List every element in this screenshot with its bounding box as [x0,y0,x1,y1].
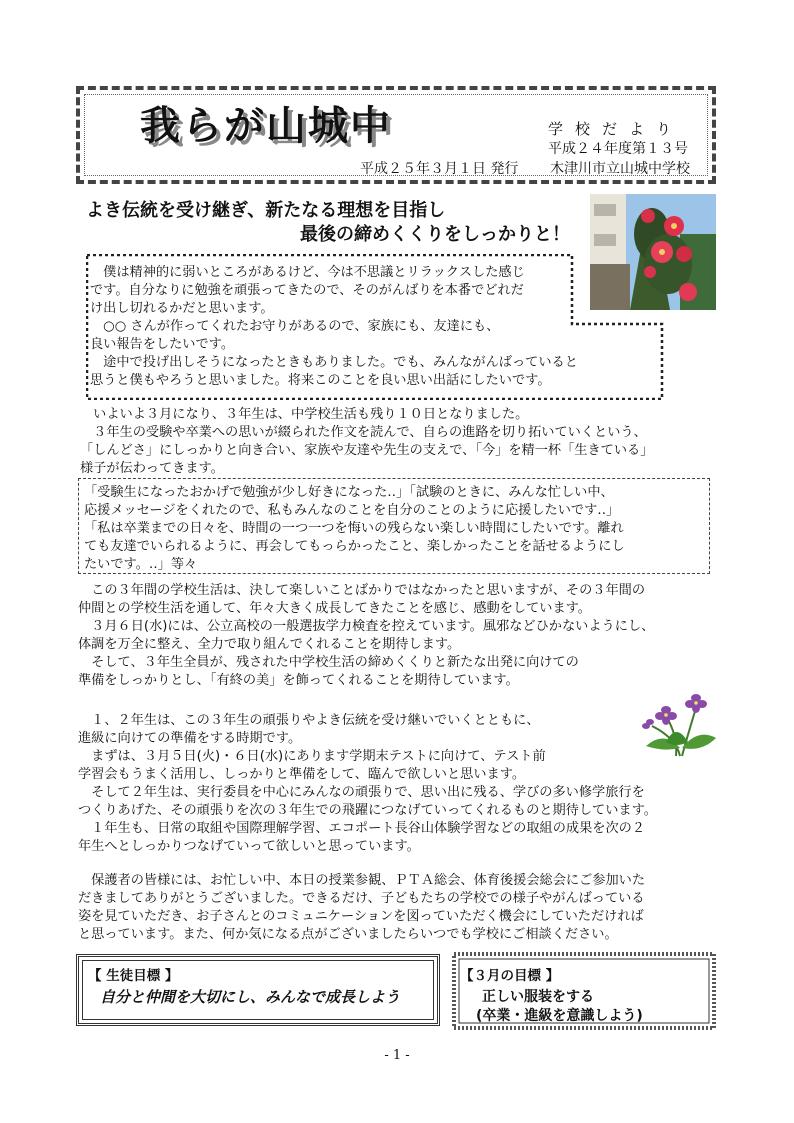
violet-flower-illustration [636,686,720,758]
essay-line: たいです。‥」等々 [84,557,198,572]
intro-line: 様子が伝わってきます。 [80,461,224,476]
headline-line-1: よき伝統を受け継ぎ、新たなる理想を目指し [86,200,446,221]
quote-line: 途中で投げ出しそうになったときもありました。でも、みんながんばっていると [90,355,578,370]
body-line: そして２年生は、実行委員を中心にみんなの頑張りで、思い出に残る、学びの多い修学旅行を [78,785,645,800]
intro-line: 「しんどさ」にしっかりと向き合い、家族や友達や先生の支えで、「今」を精一杯「生きている」 [80,443,654,458]
quote-line: 良い報告をしたいです。 [90,337,235,352]
body-line: １年生も、日常の取組や国際理解学習、エコポート長谷山体験学習などの取組の成果を次の２ [78,821,646,836]
body-line: 準備をしっかりとし、「有終の美」を飾ってくれることを期待しています。 [78,673,519,688]
march-goal-text: 正しい服装をする [482,989,594,1005]
body-line: 学習会もうまく活用し、しっかりと準備をして、臨んで欲しいと思います。 [78,767,526,782]
body-line: ３月６日(水)には、公立高校の一般選抜学力検査を控えています。風邪などひかないようにし、 [78,619,655,634]
body-line: １、２年生は、この３年生の頑張りやよき伝統を受け継いでいくとともに、 [78,713,540,728]
essay-line: ても友達でいられるように、再会してもっらかったこと、楽しかったことを話せるようにし [84,539,625,554]
body-line: 体調を万全に整え、全力で取り組んでくれることを期待します。 [78,637,461,652]
page-number: - 1 - [384,1048,410,1063]
publish-date: 平成２５年３月１日 発行 [360,161,519,177]
body-line: 仲間との学校生活を通して、年々大きく成長してきたことを感じ、感動をしています。 [78,601,591,616]
quote-line: 思うと僕もやろうと思いました。将来このことを良い思い出話にしたいです。 [90,373,551,388]
essay-line: 応援メッセージをくれたので、私もみんなのことを自分のことのように応援したいです‥」 [84,503,620,518]
quote-line: ○○ さんが作ってくれたお守りがあるので、家族にも、友達にも、 [90,319,500,334]
student-goal-text: 自分と仲間を大切にし、みんなで成長しよう [100,988,401,1006]
body-line: まずは、３月５日(火)・６日(水)にあります学期末テストに向けて、テスト前 [78,749,546,764]
intro-line: ３年生の受験や卒業への思いが綴られた作文を読んで、自らの進路を切り拓いていくという、 [80,425,647,440]
body-line: つくりあげた、その頑張りを次の３年生での飛躍につなげていってくれるものと期待しています。 [78,803,657,818]
newsletter-title: 我らが山城中 [140,103,392,149]
quote-line: 僕は精神的に弱いところがあるけど、今は不思議とリラックスした感じ [90,265,525,280]
intro-line: いよいよ３月になり、３年生は、中学校生活も残り１０日となりました。 [80,407,529,422]
body-line: そして、３年生全員が、残された中学校生活の締めくくりと新たな出発に向けての [78,655,579,670]
school-name: 木津川市立山城中学校 [550,161,690,177]
body-line: 進級に向けての準備をする時期です。 [78,731,302,746]
headline-line-2: 最後の締めくくりをしっかりと！ [300,224,570,245]
issue-number: 平成２４年度第１３号 [548,141,688,157]
march-goal-subtext: (卒業・進級を意識しよう) [476,1008,643,1024]
body-line: だきましてありがとうございました。できるだけ、子どもたちの学校での様子やがんばっている [78,891,645,906]
student-goal-label: 【 生徒目標 】 [88,968,179,984]
body-line: 姿を見ていただき、お子さんとのコミュニケーションを図っていただく機会にしていただければ [78,909,644,924]
body-line: と思っています。また、何か気になる点がございましたらいつでも学校にご相談ください。 [78,927,618,942]
body-line: この３年間の学校生活は、決して楽しいことばかりではなかったと思いますが、その３年間の [78,583,646,598]
newsletter-kind: 学校だより [548,120,684,138]
essay-line: 「受験生になったおかげで勉強が少し好きになった‥」「試験のときに、みんな忙しい中、 [84,485,614,500]
student-quote [90,264,578,390]
body-line: 年生へとしっかりつなげていって欲しいと思っています。 [78,839,420,854]
march-goal-label: 【３月の目標 】 [460,968,560,984]
quote-line: です。自分なりに勉強を頑張ってきたので、そのがんばりを本番でどれだ [90,283,524,298]
quote-line: け出し切れるかだと思います。 [90,301,274,316]
body-line: 保護者の皆様には、お忙しい中、本日の授業参観、ＰＴＡ総会、体育後援会総会にご参加いた [78,873,646,888]
essay-line: 「私は卒業までの日々を、時間の一つ一つを悔いの残らない楽しい時間にしたいです。離れ [84,521,624,536]
